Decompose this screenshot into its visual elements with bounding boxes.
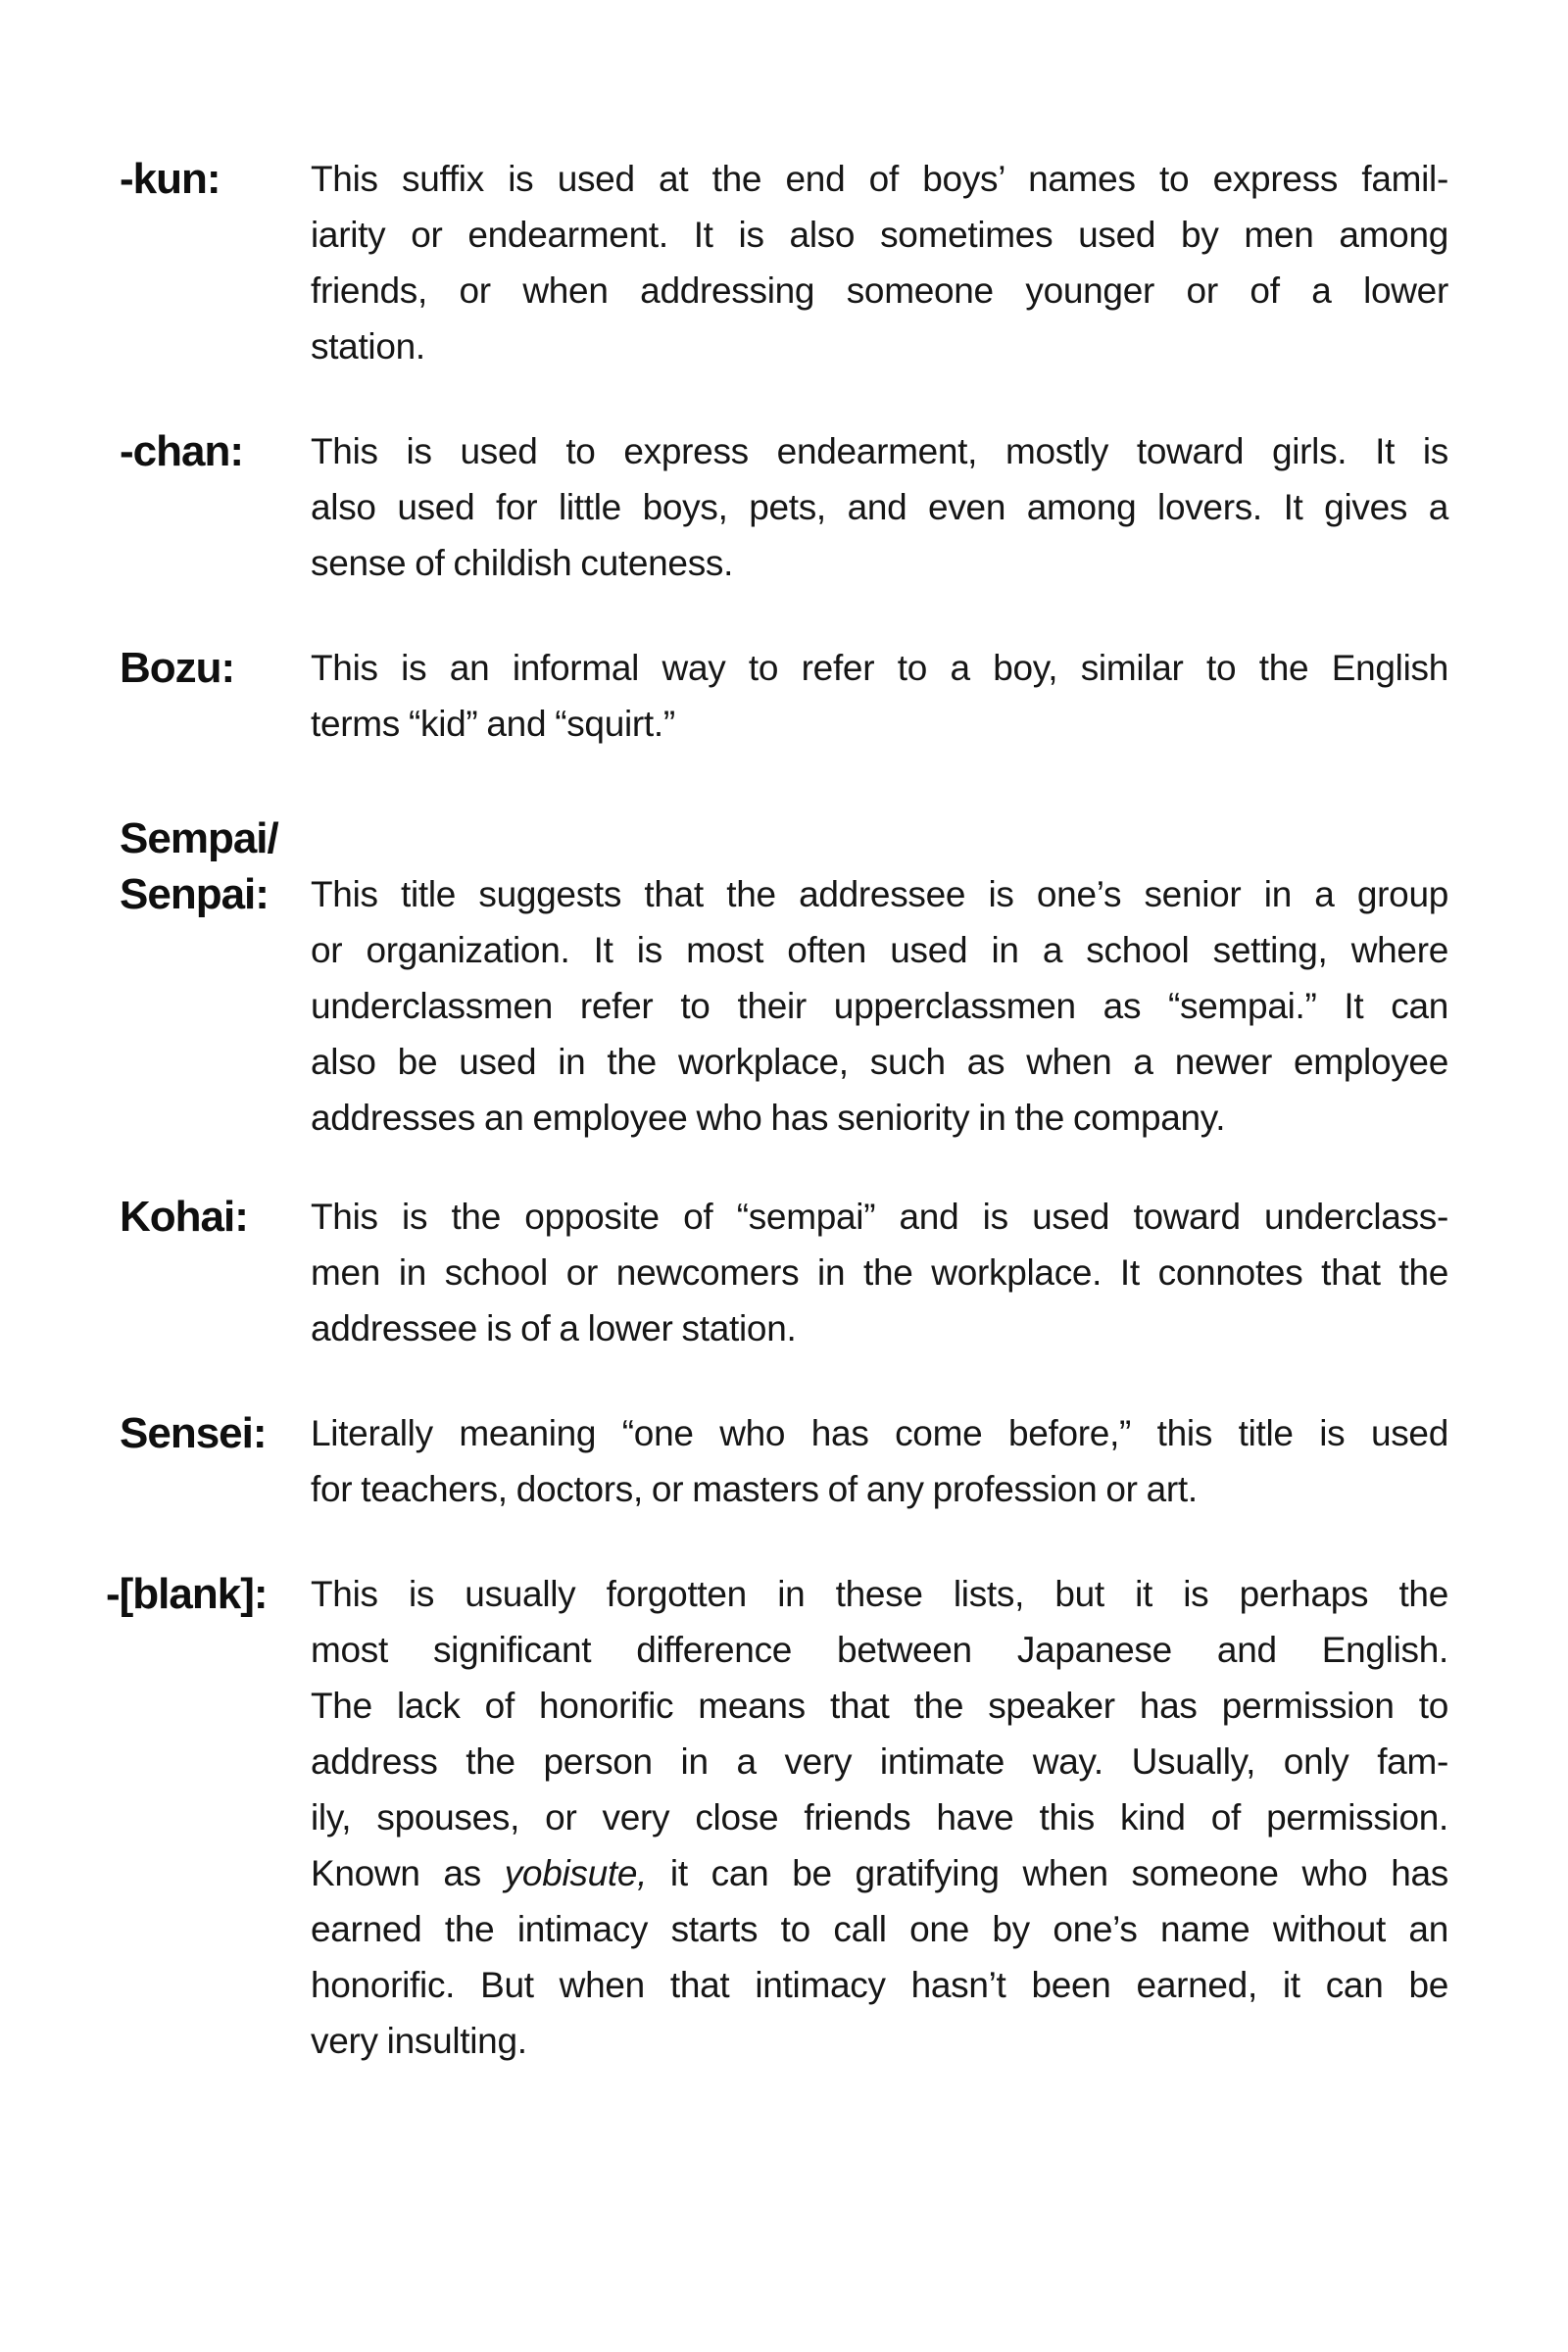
entry-bozu (120, 640, 1448, 752)
entry-blank (106, 1566, 1448, 2069)
honorific-label-chan: -chan: (120, 427, 243, 475)
honorific-label-sensei: Sensei: (120, 1409, 267, 1457)
definition-line: underclassmen refer to their upperclassmen as “sempai.” It can (311, 986, 1448, 1026)
definition-line: for teachers, doctors, or masters of any profession or art. (311, 1469, 1198, 1509)
yobisute-italic: yobisute, (504, 1853, 648, 1893)
definition-chan (311, 423, 1448, 591)
definition-line: addresses an employee who has seniority in the company. (311, 1098, 1226, 1138)
definition-line: also used for little boys, pets, and even among lovers. It gives a (311, 487, 1448, 527)
definition-bozu (311, 640, 1448, 752)
definition-line: sense of childish cuteness. (311, 543, 734, 583)
entry-kun (120, 151, 1448, 374)
honorific-label-kun: -kun: (120, 155, 220, 203)
yobisute-suffix: it can be gratifying when someone who has (647, 1853, 1448, 1893)
definition-line: address the person in a very intimate way. Usually, only fam- (311, 1741, 1448, 1782)
definition-line: iarity or endearment. It is also sometimes used by men among (311, 215, 1448, 255)
definition-line: ily, spouses, or very close friends have this kind of permission. (311, 1797, 1448, 1838)
definition-line: This is the opposite of “sempai” and is used toward underclass- (311, 1197, 1448, 1237)
definition-line: This title suggests that the addressee is one’s senior in a group (311, 874, 1448, 914)
honorific-label-sempai (120, 810, 311, 1146)
definition-line: men in school or newcomers in the workplace. It connotes that the (311, 1252, 1448, 1293)
definition-line: earned the intimacy starts to call one by one’s name without an (311, 1909, 1448, 1949)
definition-line: terms “kid” and “squirt.” (311, 704, 675, 744)
entry-sempai (120, 810, 1448, 1146)
definition-line-yobisute (311, 1845, 1448, 1901)
definition-kohai (311, 1189, 1448, 1356)
definition-line: also be used in the workplace, such as when a newer employee (311, 1042, 1448, 1082)
definition-line: or organization. It is most often used in a school setting, where (311, 930, 1448, 970)
entry-chan (120, 423, 1448, 591)
definition-line: friends, or when addressing someone younger or of a lower (311, 270, 1448, 311)
definition-sempai (311, 810, 1448, 1146)
honorific-label-sempai-line2: Senpai: (120, 870, 269, 918)
definition-line: The lack of honorific means that the speaker has permission to (311, 1686, 1448, 1726)
definition-line: This is usually forgotten in these lists, but it is perhaps the (311, 1574, 1448, 1614)
honorific-label-blank: -[blank]: (106, 1570, 268, 1618)
definition-line: addressee is of a lower station. (311, 1308, 797, 1348)
entry-sensei (120, 1405, 1448, 1517)
honorific-label-sempai-line1: Sempai/ (120, 814, 278, 862)
honorific-label-kohai: Kohai: (120, 1193, 248, 1241)
definition-blank (311, 1566, 1448, 2069)
definition-line: honorific. But when that intimacy hasn’t been earned, it can be (311, 1965, 1448, 2005)
definition-line: most significant difference between Japanese and English. (311, 1630, 1448, 1670)
definition-line: very insulting. (311, 2021, 527, 2061)
honorific-label-bozu: Bozu: (120, 644, 235, 692)
yobisute-prefix: Known as (311, 1853, 505, 1893)
definition-kun (311, 151, 1448, 374)
definition-line: This suffix is used at the end of boys’ names to express famil- (311, 159, 1448, 199)
definition-sensei (311, 1405, 1448, 1517)
definition-line: Literally meaning “one who has come before,” this title is used (311, 1413, 1448, 1453)
definition-line: This is an informal way to refer to a boy, similar to the English (311, 648, 1448, 688)
definition-line: This is used to express endearment, mostly toward girls. It is (311, 431, 1448, 471)
definition-line: station. (311, 326, 425, 367)
entry-kohai (120, 1189, 1448, 1356)
